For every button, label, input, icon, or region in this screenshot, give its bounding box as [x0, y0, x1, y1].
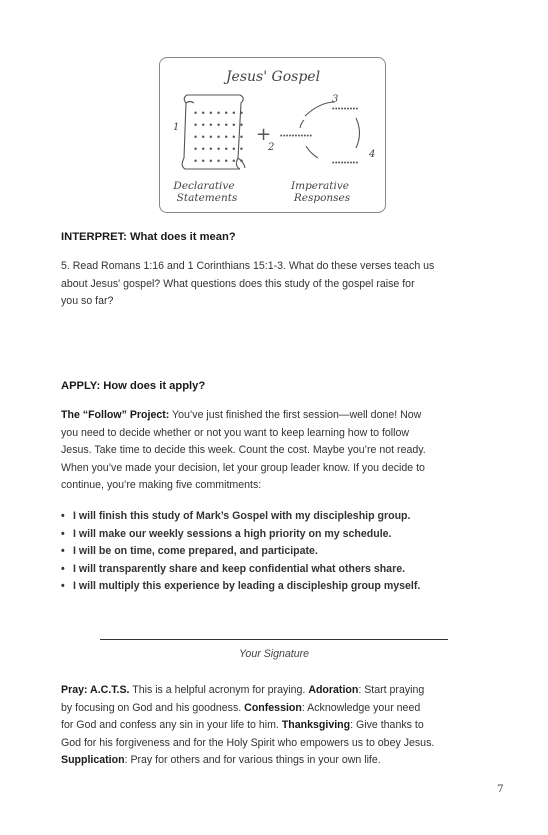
- pray-line: for God and confess any sin in your life to him. Thanksgiving: Give thanks to: [61, 719, 424, 732]
- diagram-title: Jesus' Gospel: [225, 69, 321, 85]
- interpret-heading: INTERPRET: What does it mean?: [61, 231, 236, 243]
- cycle-dots-2: •••••••••••: [280, 133, 313, 140]
- confession-label: Confession: [244, 701, 302, 714]
- svg-text:• • • • • • •: • • • • • • •: [194, 144, 245, 154]
- project-line: you need to decide whether or not you want to keep learning how to follow: [61, 426, 410, 439]
- diagram-label-1: 1: [173, 122, 180, 133]
- question-line: you so far?: [61, 295, 114, 308]
- commitment-item: • I will transparently share and keep confidential what others share.: [61, 561, 501, 579]
- apply-heading: APPLY: How does it apply?: [61, 380, 206, 392]
- plus-icon: +: [256, 124, 272, 145]
- pray-paragraph: [61, 682, 501, 770]
- diagram-label-4: 4: [369, 149, 376, 160]
- project-line: When you’ve made your decision, let your group leader know. If you decide to: [61, 461, 425, 474]
- pray-label: Pray: A.C.T.S.: [61, 684, 130, 696]
- commitment-item: • I will multiply this experience by leading a discipleship group myself.: [61, 578, 501, 596]
- project-line: continue, you’re making five commitments:: [61, 479, 262, 492]
- follow-project-paragraph: [61, 407, 501, 495]
- right-caption-1: Imperative: [290, 180, 350, 192]
- scroll-dots: [194, 108, 244, 166]
- supplication-label: Supplication: [61, 754, 125, 767]
- signature-label: Your Signature: [238, 648, 310, 660]
- left-caption-2: Statements: [176, 192, 238, 204]
- question-line: about Jesus' gospel? What questions does this study of the gospel raise for: [61, 277, 415, 290]
- svg-text:• • • • • • •: • • • • • • •: [194, 132, 245, 142]
- pray-line: God for his forgiveness and for the Holy Spirit who empowers us to obey Jesus.: [61, 736, 435, 749]
- svg-text:• • • • • • •: • • • • • • •: [194, 108, 245, 118]
- commitment-item: • I will make our weekly sessions a high priority on my schedule.: [61, 526, 501, 544]
- svg-text:• • • • • • •: • • • • • • •: [194, 120, 245, 130]
- question-line: 5. Read Romans 1:16 and 1 Corinthians 15:1-3. What do these verses teach us: [61, 260, 435, 272]
- project-line: The “Follow” Project: You’ve just finished the first session—well done! Now: [61, 409, 422, 421]
- pray-line: Supplication: Pray for others and for various things in your own life.: [61, 754, 381, 767]
- left-caption-1: Declarative: [173, 180, 235, 192]
- project-line: Jesus. Take time to decide this week. Count the cost. Maybe you’re not ready.: [61, 444, 426, 457]
- project-label: The “Follow” Project:: [61, 409, 170, 421]
- gospel-diagram: [159, 57, 386, 213]
- signature-line[interactable]: [100, 639, 448, 640]
- diagram-label-3: 3: [332, 94, 339, 105]
- commitment-item: • I will be on time, come prepared, and participate.: [61, 543, 501, 561]
- interpret-question: [61, 258, 489, 311]
- cycle-dots-4: •••••••••: [332, 160, 359, 167]
- diagram-label-2: 2: [268, 142, 275, 153]
- svg-text:• • • • • • •: • • • • • • •: [194, 156, 245, 166]
- pray-line: Pray: A.C.T.S. This is a helpful acronym for praying. Adoration: Start praying: [61, 684, 425, 696]
- page-number: 7: [497, 783, 504, 795]
- adoration-label: Adoration: [308, 684, 359, 696]
- thanksgiving-label: Thanksgiving: [281, 719, 351, 732]
- commitment-item: • I will finish this study of Mark’s Gospel with my discipleship group.: [61, 508, 501, 526]
- commitments-list: [61, 508, 501, 596]
- right-caption-2: Responses: [293, 192, 351, 204]
- cycle-dots-3: •••••••••: [332, 106, 359, 113]
- gospel-sketch: [160, 58, 387, 214]
- pray-line: by focusing on God and his goodness. Confession: Acknowledge your need: [61, 701, 421, 714]
